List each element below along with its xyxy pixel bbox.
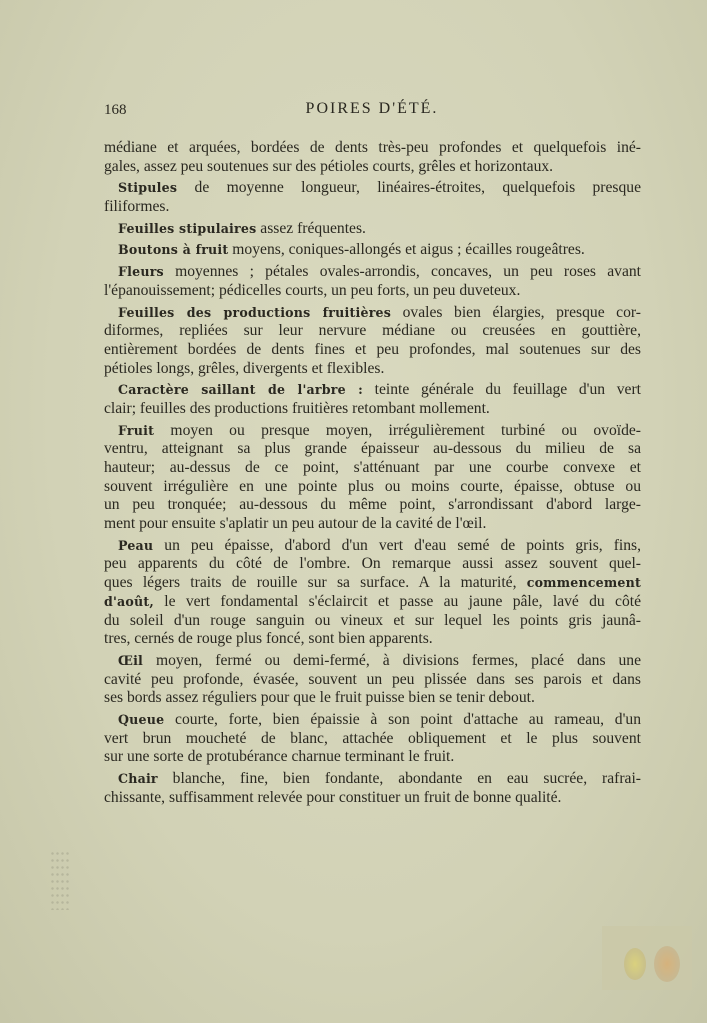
text-line [104, 241, 641, 260]
text-run: ses bords assez réguliers pour que le fruit puisse bien se tenir debout. [104, 689, 535, 707]
bold-term: Œil [118, 652, 144, 668]
bold-term: d'août, [104, 593, 154, 609]
text-line [104, 198, 641, 217]
text-run: gales, assez peu soutenues sur des pétioles courts, grêles et horizontaux. [104, 157, 554, 175]
paragraph [104, 537, 641, 649]
text-line [104, 282, 641, 301]
bold-term: Boutons à fruit [118, 242, 229, 258]
text-line [104, 322, 641, 341]
bold-term: Feuilles stipulaires [118, 220, 257, 236]
pear-shape [624, 948, 646, 980]
text-run: ment pour ensuite s'aplatir un peu autour de la cavité de l'œil. [104, 515, 487, 533]
running-title: POIRES D'ÉTÉ. [305, 100, 439, 117]
text-line [104, 515, 641, 534]
text-run: tres, cernés de rouge plus foncé, sont bien apparents. [104, 630, 433, 648]
text-line [104, 574, 641, 593]
text-line [104, 440, 641, 459]
text-line [104, 400, 641, 419]
bold-term: Fruit [118, 422, 155, 438]
text-line [104, 341, 641, 360]
bold-term: Stipules [118, 180, 178, 196]
text-run: ventru, atteignant sa plus grande épaisseur au-dessous du milieu de sa [104, 440, 641, 458]
text-line [104, 711, 641, 730]
paragraph [104, 652, 641, 708]
bold-term: Chair [118, 771, 158, 786]
bold-term: commencement [526, 575, 641, 591]
paragraph [104, 304, 641, 379]
text-run: moyen ou presque moyen, irrégulièrement turbiné ou ovoïde- [154, 421, 641, 439]
text-line [104, 748, 641, 767]
text-run: teinte générale du feuillage d'un vert [363, 381, 641, 399]
text-line [104, 630, 641, 649]
text-line [104, 671, 641, 690]
bold-term: Feuilles des productions fruitières [118, 304, 392, 320]
text-run: courte, forte, bien épaissie à son point d'attache au rameau, d'un [164, 710, 641, 728]
paragraph [104, 179, 641, 216]
paragraph [104, 220, 641, 239]
text-line [104, 304, 641, 323]
text-run: du soleil d'un rouge sanguin ou vineux et sur lequel les points gris jaunâ- [104, 611, 641, 629]
text-run: moyens, coniques-allongés et aigus ; écailles rougeâtres. [228, 241, 585, 259]
paragraph [104, 381, 641, 418]
text-run: peu apparents du côté de l'ombre. On remarque aussi assez souvent quel- [104, 555, 641, 573]
paragraph [104, 711, 641, 767]
page-header [104, 100, 640, 122]
text-line [104, 422, 641, 441]
bold-term: Caractère saillant de l'arbre : [118, 382, 363, 398]
text-run: entièrement bordées de dents fines et peu profondes, mal soutenues sur des [104, 340, 641, 358]
text-run: assez fréquentes. [256, 219, 366, 237]
page-number: 168 [104, 102, 127, 118]
text-line [104, 179, 641, 198]
text-run: le vert fondamental s'éclaircit et passe au jaune pâle, lavé du côté [153, 592, 641, 610]
text-run: diformes, repliées sur leur nervure médiane ou creusées en gouttière, [104, 322, 641, 340]
text-line [104, 496, 641, 515]
text-run: l'épanouissement; pédicelles courts, un peu forts, un peu duveteux. [104, 281, 521, 299]
text-line [104, 360, 641, 379]
text-line [104, 770, 641, 789]
text-run: ovales bien élargies, presque cor- [391, 303, 641, 321]
bold-term: Peau [118, 537, 154, 553]
text-line [104, 263, 641, 282]
text-line [104, 139, 641, 158]
bold-term: Queue [118, 711, 165, 727]
text-line [104, 537, 641, 556]
text-run: cavité peu profonde, évasée, souvent un peu plissée dans ses parois et dans [104, 670, 641, 688]
pear-shape [654, 946, 680, 982]
text-line [104, 652, 641, 671]
text-line [104, 478, 641, 497]
text-line [104, 158, 641, 177]
text-run: moyen, fermé ou demi-fermé, à divisions fermes, placé dans une [143, 651, 641, 669]
paragraph [104, 263, 641, 300]
text-run: médiane et arquées, bordées de dents très-peu profondes et quelquefois iné- [104, 139, 641, 156]
text-run: souvent irrégulière en une pointe plus ou moins courte, épaisse, obtuse ou [104, 477, 641, 495]
bleed-through-illustration [602, 926, 692, 990]
text-run: vert brun moucheté de blanc, attachée obliquement et le plus souvent [104, 729, 641, 747]
text-run: sur une sorte de protubérance charnue terminant le fruit. [104, 748, 455, 766]
paragraph [104, 770, 641, 807]
text-run: un peu tronquée; au-dessous du même point, s'arrondissant d'abord large- [104, 496, 641, 514]
text-line [104, 555, 641, 574]
text-run: chissante, suffisamment relevée pour constituer un fruit de bonne qualité. [104, 788, 562, 806]
text-line [104, 220, 641, 239]
paragraph [104, 241, 641, 260]
paragraph [104, 422, 641, 534]
text-line [104, 730, 641, 749]
text-line [104, 789, 641, 808]
text-run: de moyenne longueur, linéaires-étroites, quelquefois presque [177, 179, 641, 197]
text-run: hauteur; au-dessus de ce point, s'atténuant par une courbe convexe et [104, 459, 641, 476]
text-run: pétioles longs, grêles, divergents et flexibles. [104, 359, 385, 377]
bold-term: Fleurs [118, 264, 164, 280]
text-line [104, 689, 641, 708]
text-run: blanche, fine, bien fondante, abondante en eau sucrée, rafrai- [157, 770, 641, 787]
text-run: moyennes ; pétales ovales-arrondis, concaves, un peu roses avant [163, 263, 641, 281]
paragraph [104, 139, 641, 176]
text-run: ques légers traits de rouille sur sa surface. A la maturité, [104, 574, 527, 592]
text-run: clair; feuilles des productions fruitières retombant mollement. [104, 399, 490, 417]
text-line [104, 459, 641, 478]
text-run: filiformes. [104, 198, 170, 216]
paper-specks [50, 850, 70, 910]
text-line [104, 593, 641, 612]
text-run: un peu épaisse, d'abord d'un vert d'eau semé de points gris, fins, [153, 536, 641, 554]
text-line [104, 612, 641, 631]
page-body [104, 136, 641, 807]
text-line [104, 381, 641, 400]
